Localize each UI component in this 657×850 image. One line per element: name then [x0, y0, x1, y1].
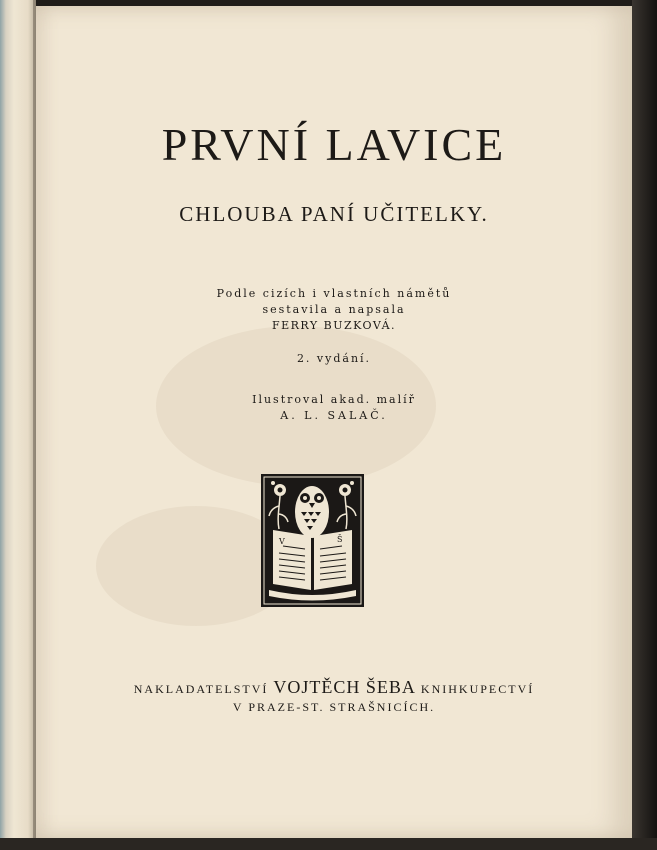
publisher-line: [36, 677, 632, 698]
book-cover-edge: [632, 0, 657, 850]
book-letter-v: V: [279, 537, 285, 546]
publisher-name: VOJTĚCH ŠEBA: [273, 677, 416, 697]
publisher-prefix: NAKLADATELSTVÍ: [133, 682, 269, 696]
book-title: PRVNÍ LAVICE: [161, 119, 507, 170]
paper-stain: [156, 326, 436, 486]
bottom-shadow: [0, 838, 657, 850]
credits-line-1: Podle cizích i vlastních námětů: [216, 287, 452, 300]
book-letter-s: Š: [337, 535, 343, 544]
illustrator-name: A. L. SALAČ.: [280, 409, 388, 422]
book-subtitle: CHLOUBA PANÍ UČITELKY.: [179, 202, 489, 226]
owl-on-open-book-icon: [261, 474, 364, 607]
publisher-suffix: KNIHKUPECTVÍ: [420, 682, 535, 696]
edition-note: 2. vydání.: [296, 352, 372, 365]
author-name: FERRY BUZKOVÁ.: [271, 319, 397, 332]
publisher-address: V PRAZE-ST. STRAŠNICÍCH.: [232, 700, 436, 714]
credits-line-2: sestavila a napsala: [262, 303, 406, 316]
illustrator-line: Ilustroval akad. malíř: [252, 393, 416, 406]
book-spine-edge: [0, 0, 36, 850]
title-page: [36, 6, 632, 838]
